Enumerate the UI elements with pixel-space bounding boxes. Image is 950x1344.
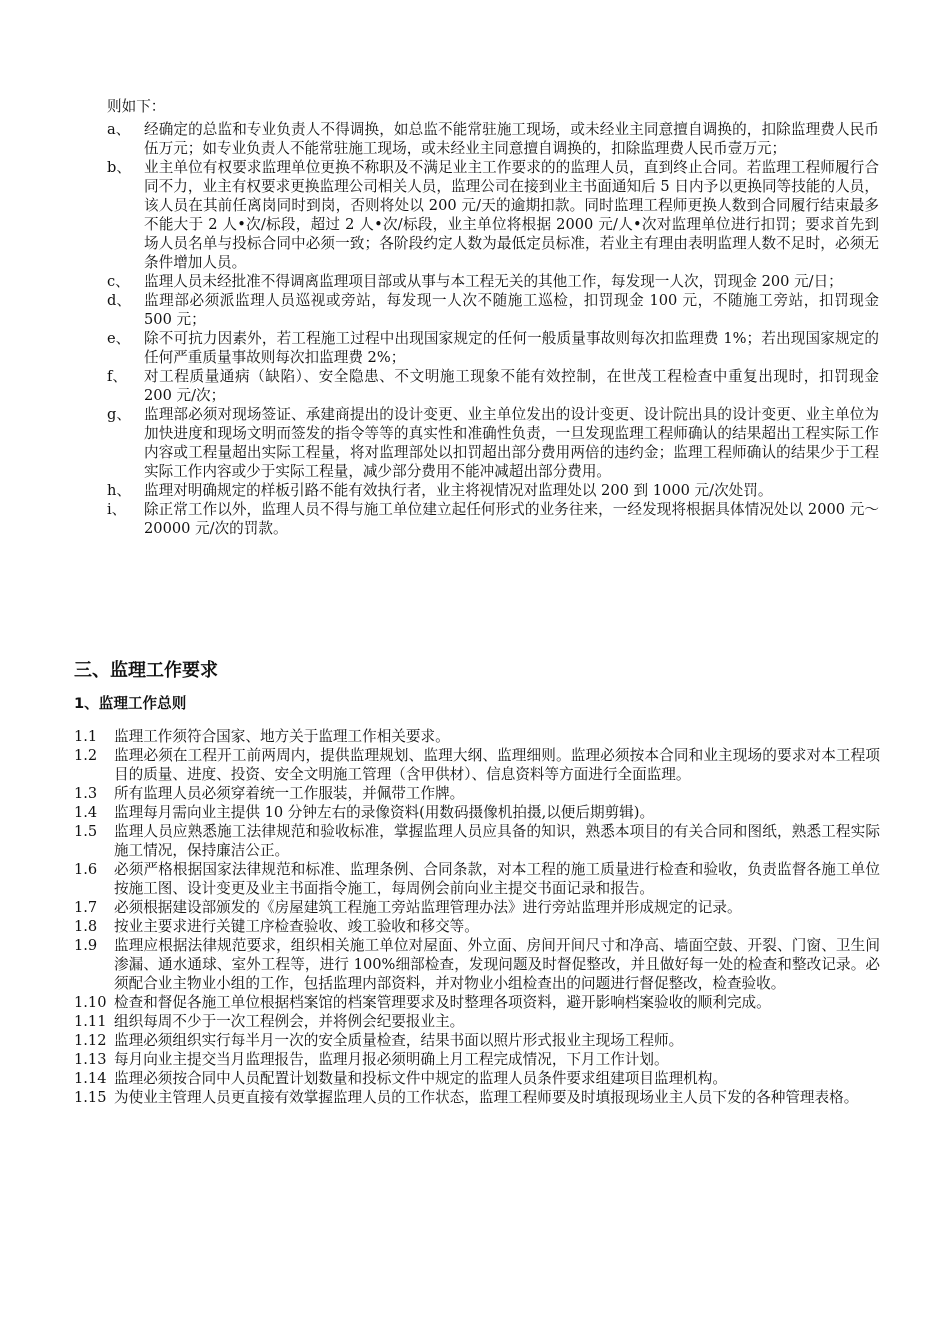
item-marker: e、 — [107, 330, 131, 347]
item-marker: f、 — [107, 368, 127, 385]
list-item — [74, 1031, 880, 1050]
item-marker: d、 — [107, 292, 131, 309]
subsection-heading: 1、监理工作总则 — [74, 695, 187, 712]
list-item — [107, 291, 879, 329]
item-text: 必须根据建设部颁发的《房屋建筑工程施工旁站监理管理办法》进行旁站监理并形成规定的记录。 — [114, 899, 742, 916]
item-text: 监理必须组织实行每半月一次的安全质量检查，结果书面以照片形式报业主现场工程师。 — [114, 1032, 684, 1049]
item-number: 1.13 — [74, 1051, 107, 1068]
item-text: 监理每月需向业主提供 10 分钟左右的录像资料(用数码摄像机拍摄,以便后期剪辑)。 — [114, 804, 655, 821]
list-item — [107, 367, 879, 405]
item-text: 每月向业主提交当月监理报告，监理月报必须明确上月工程完成情况，下月工作计划。 — [114, 1051, 669, 1068]
item-text: 必须严格根据国家法律规范和标准、监理条例、合同条款，对本工程的施工质量进行检查和验收，负责监督各施工单位按施工图、设计变更及业主书面指令施工，每周例会前向业主提交书面记录和报告。 — [114, 861, 880, 897]
list-item — [74, 822, 880, 860]
item-number: 1.2 — [74, 747, 98, 764]
item-text: 业主单位有权要求监理单位更换不称职及不满足业主工作要求的的监理人员，直到终止合同。若监理工程师履行合同不力，业主有权要求更换监理公司相关人员，监理公司在接到业主书面通知后 5 日内予以更换同等技能的人员，该人员在其前任离岗同时到岗，否则将处以 200 元/天的逾期扣款。同时监理工程师更换人数到合同履行结束最多不能大于 2 人•次/标段，超过 2 人•次/标段，业主单位将根据 2000 元/人•次对监理单位进行扣罚；要求首先到场人员名单与投标合同中必须一致；各阶段约定人数为最低定员标准，若业主有理由表明监理人数不足时，必须无条件增加人员。 — [144, 159, 879, 271]
list-item — [74, 917, 880, 936]
item-number: 1.4 — [74, 804, 98, 821]
item-text: 监理工作须符合国家、地方关于监理工作相关要求。 — [114, 728, 450, 745]
item-text: 对工程质量通病（缺陷）、安全隐患、不文明施工现象不能有效控制，在世茂工程检查中重复出现时，扣罚现金 200 元/次； — [144, 368, 879, 404]
item-number: 1.6 — [74, 861, 98, 878]
item-text: 按业主要求进行关键工序检查验收、竣工验收和移交等。 — [114, 918, 479, 935]
item-marker: h、 — [107, 482, 131, 499]
item-text: 监理对明确规定的样板引路不能有效执行者，业主将视情况对监理处以 200 到 1000 元/次处罚。 — [144, 482, 773, 499]
penalty-list — [107, 120, 879, 538]
list-item — [74, 1069, 880, 1088]
list-item — [74, 898, 880, 917]
intro-text: 则如下： — [107, 98, 166, 115]
item-text: 组织每周不少于一次工程例会，并将例会纪要报业主。 — [114, 1013, 465, 1030]
list-item — [74, 803, 880, 822]
item-number: 1.9 — [74, 937, 98, 954]
item-text: 所有监理人员必须穿着统一工作服装，并佩带工作牌。 — [114, 785, 465, 802]
item-number: 1.15 — [74, 1089, 107, 1106]
item-marker: g、 — [107, 406, 131, 423]
item-text: 检查和督促各施工单位根据档案馆的档案管理要求及时整理各项资料，避开影响档案验收的顺利完成。 — [114, 994, 771, 1011]
list-item — [107, 481, 879, 500]
item-text: 监理必须按合同中人员配置计划数量和投标文件中规定的监理人员条件要求组建项目监理机构。 — [114, 1070, 727, 1087]
item-number: 1.7 — [74, 899, 98, 916]
item-number: 1.12 — [74, 1032, 107, 1049]
section-heading: 三、监理工作要求 — [74, 660, 218, 681]
list-item — [74, 993, 880, 1012]
item-number: 1.8 — [74, 918, 98, 935]
item-text: 监理部必须派监理人员巡视或旁站，每发现一人次不随施工巡检，扣罚现金 100 元，不随施工旁站，扣罚现金 500 元； — [144, 292, 879, 328]
item-text: 为使业主管理人员更直接有效掌握监理人员的工作状态，监理工程师要及时填报现场业主人员下发的各种管理表格。 — [114, 1089, 859, 1106]
list-item — [74, 746, 880, 784]
item-text: 监理必须在工程开工前两周内，提供监理规划、监理大纲、监理细则。监理必须按本合同和业主现场的要求对本工程项目的质量、进度、投资、安全文明施工管理（含甲供材）、信息资料等方面进行全面监理。 — [114, 747, 880, 783]
item-marker: a、 — [107, 121, 131, 138]
list-item — [107, 158, 879, 272]
list-item — [107, 272, 879, 291]
item-number: 1.1 — [74, 728, 98, 745]
item-number: 1.14 — [74, 1070, 107, 1087]
list-item — [107, 329, 879, 367]
list-item — [74, 936, 880, 993]
item-text: 监理人员应熟悉施工法律规范和验收标准，掌握监理人员应具备的知识，熟悉本项目的有关合同和图纸，熟悉工程实际施工情况，保持廉洁公正。 — [114, 823, 880, 859]
item-number: 1.3 — [74, 785, 98, 802]
list-item — [74, 727, 880, 746]
list-item — [107, 500, 879, 538]
item-marker: i、 — [107, 501, 127, 518]
list-item — [74, 1012, 880, 1031]
rules-list — [74, 727, 880, 1107]
item-text: 监理应根据法律规范要求，组织相关施工单位对屋面、外立面、房间开间尺寸和净高、墙面空鼓、开裂、门窗、卫生间渗漏、通水通球、室外工程等，进行 100%细部检查，发现问题及时督促整改，并且做好每一处的检查和整改记录。必须配合业主物业小组的工作，包括监理内部资料，并对物业小组检查出的问题进行督促整改，检查验收。 — [114, 937, 880, 992]
item-text: 经确定的总监和专业负责人不得调换，如总监不能常驻施工现场，或未经业主同意擅自调换的，扣除监理费人民币伍万元；如专业负责人不能常驻施工现场，或未经业主同意擅自调换的，扣除监理费人民币壹万元； — [144, 121, 879, 157]
list-item — [107, 120, 879, 158]
list-item — [74, 1088, 880, 1107]
item-text: 除不可抗力因素外，若工程施工过程中出现国家规定的任何一般质量事故则每次扣监理费 1%；若出现国家规定的任何严重质量事故则每次扣监理费 2%； — [144, 330, 879, 366]
item-number: 1.5 — [74, 823, 98, 840]
item-marker: b、 — [107, 159, 131, 176]
list-item — [74, 1050, 880, 1069]
item-text: 监理部必须对现场签证、承建商提出的设计变更、业主单位发出的设计变更、设计院出具的设计变更、业主单位为加快进度和现场文明而签发的指令等等的真实性和准确性负责，一旦发现监理工程师确认的结果超出工程实际工作内容或工程量超出实际工程量，将对监理部处以扣罚超出部分费用两倍的违约金；监理工程师确认的结果少于工程实际工作内容或少于实际工程量，减少部分费用不能冲减超出部分费用。 — [144, 406, 879, 480]
item-number: 1.11 — [74, 1013, 107, 1030]
list-item — [74, 860, 880, 898]
list-item — [107, 405, 879, 481]
list-item — [74, 784, 880, 803]
item-number: 1.10 — [74, 994, 107, 1011]
item-text: 除正常工作以外，监理人员不得与施工单位建立起任何形式的业务往来，一经发现将根据具体情况处以 2000 元～20000 元/次的罚款。 — [144, 501, 879, 537]
item-marker: c、 — [107, 273, 130, 290]
item-text: 监理人员未经批准不得调离监理项目部或从事与本工程无关的其他工作，每发现一人次，罚现金 200 元/日； — [144, 273, 843, 290]
